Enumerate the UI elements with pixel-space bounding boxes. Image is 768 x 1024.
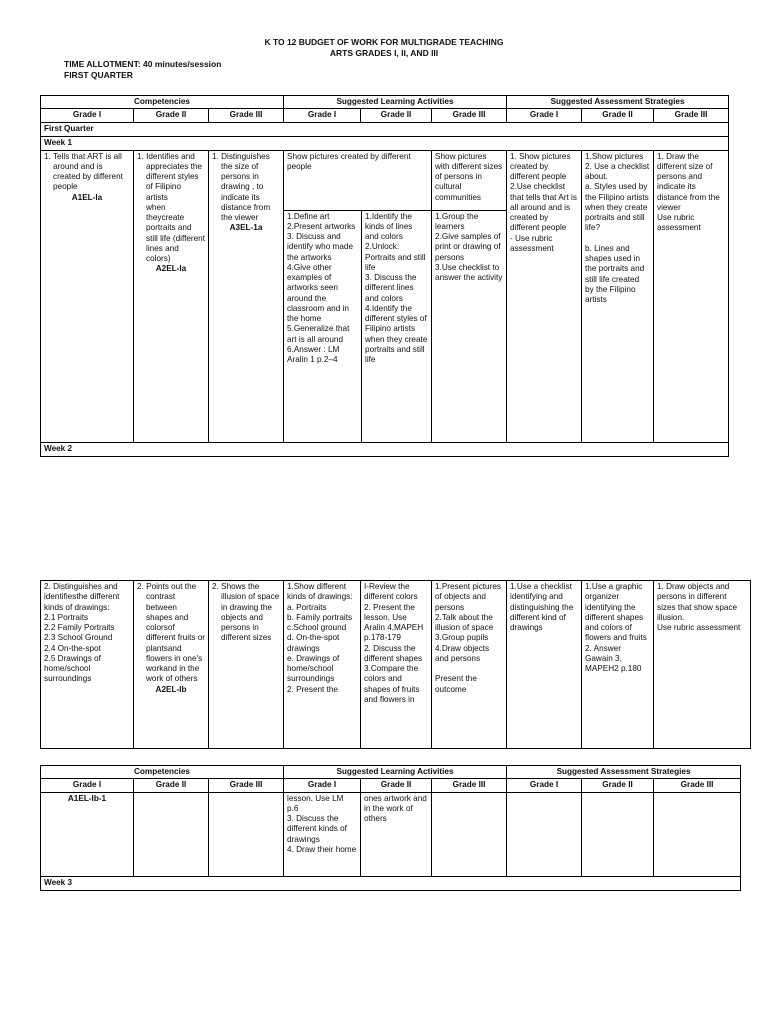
cont-assessment-grade3 <box>654 792 741 876</box>
week1-assessment-grade1: 1. Show pictures created by different people 2.Use checklist that tells that Art is all around and is created by different people - Use rubric assessment <box>507 150 582 442</box>
week2-activity-grade3: 1.Present pictures of objects and persons 2.Talk about the illusion of space 3.Group pupils 4.Draw objects and persons Present the outcome <box>432 581 507 749</box>
col-grade3: Grade III <box>654 109 729 122</box>
col-activities: Suggested Learning Activities <box>284 766 507 779</box>
budget-table-week2 <box>40 580 751 749</box>
week2-competency-grade3: 2. Shows the illusion of space in drawing the objects and persons in different sizes <box>209 581 284 749</box>
week1-activities-grade1-2 <box>284 150 432 442</box>
competency-code: A2EL-Ia <box>155 264 187 274</box>
col-grade2: Grade II <box>582 779 654 792</box>
col-competencies: Competencies <box>41 96 284 109</box>
col-grade1: Grade I <box>284 109 361 122</box>
week1-assessment-grade2: 1.Show pictures 2. Use a checklist about. a. Styles used by the Filipino artists when they create portraits and still life? b. Lines and shapes used in the portraits and still life created by the Filipino artists <box>582 150 654 442</box>
cont-activity-grade2: ones artwork and in the work of others <box>361 792 432 876</box>
col-grade1: Grade I <box>41 109 134 122</box>
cont-assessment-grade2 <box>582 792 654 876</box>
week1-activity-grade2: 1.Identify the kinds of lines and colors 2.Unlock: Portraits and still life 3. Discuss the different lines and colors 4.Identify the different styles of Filipino artists when they create portraits and still life <box>365 211 428 364</box>
week1-activity-grade1: 1.Define art 2.Present artworks 3. Discuss and identify who made the artworks 4.Give other examples of artworks seen around the classroom and in the home 5.Generalize that art is all around 6.Answer : LM Aralin 1 p.2–4 <box>284 211 362 442</box>
col-grade3: Grade III <box>209 779 284 792</box>
col-grade2: Grade II <box>582 109 654 122</box>
col-grade2: Grade II <box>361 779 432 792</box>
cont-competency-grade3 <box>209 792 284 876</box>
week2-activity-grade2: I-Review the different colors 2. Present the lesson. Use Aralin 4,MAPEH p.178-179 2. Discuss the different shapes 3.Compare the colors and shapes of fruits and flowers in <box>361 581 432 749</box>
week1-activity-shared: Show pictures created by different people <box>284 151 431 211</box>
week1-competency-grade3: 1. Distinguishes the size of persons in drawing , to indicate its distance from the viewer A3EL-1a <box>209 150 284 442</box>
col-grade1: Grade I <box>41 779 134 792</box>
cont-competency-grade2 <box>134 792 209 876</box>
col-grade1: Grade I <box>507 109 582 122</box>
week2-assessment-grade3: 1. Draw objects and persons in different sizes that show space illusion. Use rubric assessment <box>654 581 751 749</box>
budget-table-continuation <box>40 765 741 891</box>
col-grade1: Grade I <box>507 779 582 792</box>
cont-activity-grade1: lesson. Use LM p.6 3. Discuss the different kinds of drawings 4. Draw their home <box>284 792 361 876</box>
col-grade2: Grade II <box>361 109 432 122</box>
week1-activity-grade3-cell <box>432 150 507 442</box>
competency-code: A2EL-Ib <box>155 684 187 694</box>
week2-activity-grade1: 1.Show different kinds of drawings: a. Portraits b. Family portraits c.School ground d. On-the-spot drawings e. Drawings of home/school surroundings 2. Present the <box>284 581 361 749</box>
col-assessment: Suggested Assessment Strategies <box>507 96 729 109</box>
week1-activity-grade3-top: Show pictures with different sizes of persons in cultural communities <box>432 151 506 211</box>
competency-code: A3EL-1a <box>229 223 263 233</box>
col-grade3: Grade III <box>432 109 507 122</box>
week2-assessment-grade2: 1.Use a graphic organizer identifying the different shapes and colors of flowers and fruits 2. Answer Gawain 3, MAPEH2 p.180 <box>582 581 654 749</box>
cont-activity-grade3 <box>432 792 507 876</box>
section-week2: Week 2 <box>41 442 729 456</box>
section-first-quarter: First Quarter <box>41 122 729 136</box>
col-grade3: Grade III <box>654 779 741 792</box>
competency-code: A1EL-Ib-1 <box>67 793 107 803</box>
col-grade2: Grade II <box>134 109 209 122</box>
col-competencies: Competencies <box>41 766 284 779</box>
section-week1: Week 1 <box>41 136 729 150</box>
col-grade3: Grade III <box>432 779 507 792</box>
week1-activity-grade3: 1.Group the learners 2.Give samples of print or drawing of persons 3.Use checklist to answer the activity <box>435 211 503 282</box>
col-activities: Suggested Learning Activities <box>284 96 507 109</box>
section-week3: Week 3 <box>41 876 741 890</box>
budget-table-week1 <box>40 95 729 457</box>
week2-competency-grade2: 2. Points out the contrast between shapes and colorsof different fruits or plantsand flowers in one's workand in the work of others A2EL-Ib <box>134 581 209 749</box>
week2-assessment-grade1: 1.Use a checklist identifying and distinguishing the different kind of drawings <box>507 581 582 749</box>
week1-assessment-grade3: 1. Draw the different size of persons and indicate its distance from the viewer Use rubric assessment <box>654 150 729 442</box>
week1-competency-grade1: 1. Tells that ART is all around and is created by different people A1EL-Ia <box>41 150 134 442</box>
quarter-label: FIRST QUARTER <box>64 70 133 80</box>
document-title: K TO 12 BUDGET OF WORK FOR MULTIGRADE TEACHING <box>264 37 504 47</box>
col-grade3: Grade III <box>209 109 284 122</box>
col-grade2: Grade II <box>134 779 209 792</box>
competency-code: A1EL-Ia <box>71 192 103 202</box>
cont-competency-grade1 <box>41 792 134 876</box>
week1-competency-grade2: 1. Identifies and appreciates the different styles of Filipino artists when theycreate portraits and still life (different lines and colors) A2EL-Ia <box>134 150 209 442</box>
col-grade1: Grade I <box>284 779 361 792</box>
week2-competency-grade1: 2. Distinguishes and identifiesthe different kinds of drawings: 2.1 Portraits 2.2 Family Portraits 2.3 School Ground 2.4 On-the-spot 2.5 Drawings of home/school surroundings <box>41 581 134 749</box>
cont-assessment-grade1 <box>507 792 582 876</box>
time-allotment: TIME ALLOTMENT: 40 minutes/session <box>64 59 222 69</box>
document-subtitle: ARTS GRADES I, II, AND III <box>329 48 439 58</box>
col-assessment: Suggested Assessment Strategies <box>507 766 741 779</box>
